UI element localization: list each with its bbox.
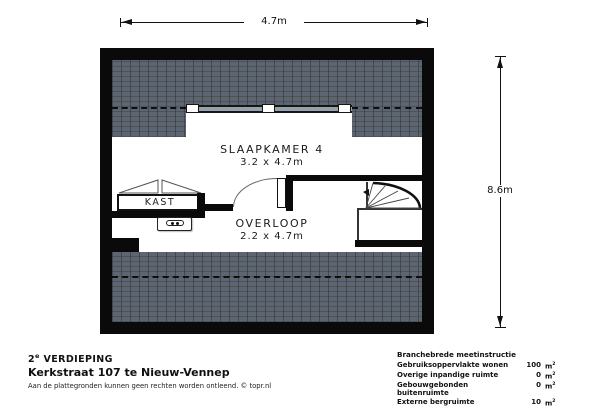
window-post-left <box>186 104 199 113</box>
door-swing-arc <box>233 178 277 207</box>
disclaimer: Aan de plattegronden kunnen geen rechten worden ontleend. © topr.nl <box>28 382 272 390</box>
height-line-bottom <box>112 276 422 278</box>
row-label: Gebruiksoppervlakte wonen <box>397 361 509 369</box>
right-dimension-label: 8.6m <box>478 185 522 197</box>
right-dimension-tick-top <box>495 56 506 57</box>
top-dimension-tick-left <box>120 18 121 27</box>
wall-door-jamb <box>286 175 293 211</box>
row-value: 0 <box>536 370 541 379</box>
arrow-right-icon <box>416 19 426 25</box>
table-row <box>397 371 560 381</box>
row-label: Overige inpandige ruimte <box>397 370 499 379</box>
row-value: 10 <box>531 398 541 407</box>
spiral-staircase <box>360 181 422 210</box>
room-slaapkamer-name: SLAAPKAMER 4 <box>220 143 324 156</box>
room-overloop <box>172 218 372 243</box>
wall-stairwell-bottom <box>355 240 422 247</box>
stair-direction-arrow-icon <box>363 189 369 196</box>
row-unit: $m^2$ <box>545 381 556 391</box>
window-post-right <box>338 104 351 113</box>
room-slaapkamer <box>172 144 372 169</box>
stairwell-wall-lower <box>357 208 359 242</box>
room-overloop-size: 2.2 x 4.7m <box>240 231 304 242</box>
wall-pier-left <box>112 238 139 252</box>
top-dimension-label: 4.7m <box>244 16 304 28</box>
top-dimension-tick-right <box>427 18 428 27</box>
row-value: 0 <box>536 380 541 389</box>
room-kast-name: KAST <box>144 197 176 208</box>
room-kast <box>117 194 203 211</box>
floorplan-outline <box>100 48 434 334</box>
row-unit: $m^2$ <box>545 371 556 381</box>
address: Kerkstraat 107 te Nieuw-Vennep <box>28 366 230 379</box>
height-line-top-left <box>112 107 186 109</box>
table-row <box>397 398 560 408</box>
dormer-recess <box>186 113 352 137</box>
arrow-left-icon <box>122 19 132 25</box>
arrow-up-icon <box>497 58 503 68</box>
wardrobe-doors-icon <box>118 179 202 194</box>
wall-overloop-left <box>205 204 233 211</box>
row-label: Externe bergruimte <box>397 398 475 407</box>
row-value: 100 <box>526 361 541 369</box>
right-dimension-tick-bottom <box>495 327 506 328</box>
room-overloop-name: OVERLOOP <box>235 217 309 230</box>
roof-hatch-bottom <box>112 252 422 322</box>
row-unit: $m^2$ <box>545 399 556 408</box>
row-label: Gebouwgebonden buitenruimte <box>397 380 469 398</box>
room-slaapkamer-size: 3.2 x 4.7m <box>240 157 304 168</box>
floor-title: 2e VERDIEPING <box>28 352 113 366</box>
window-post-middle <box>262 104 275 113</box>
measurement-table <box>397 351 560 408</box>
row-unit: $m^2$ <box>545 362 556 371</box>
wall-kast-right <box>197 193 205 218</box>
table-row <box>397 381 560 398</box>
door-leaf <box>277 178 286 208</box>
ventilation-unit <box>157 217 192 231</box>
height-line-top-right <box>352 107 422 109</box>
table-row <box>397 361 560 371</box>
measurement-table-header: Branchebrede meetinstructie <box>397 350 516 359</box>
arrow-down-icon <box>497 316 503 326</box>
ventilation-grille-icon <box>166 220 184 226</box>
